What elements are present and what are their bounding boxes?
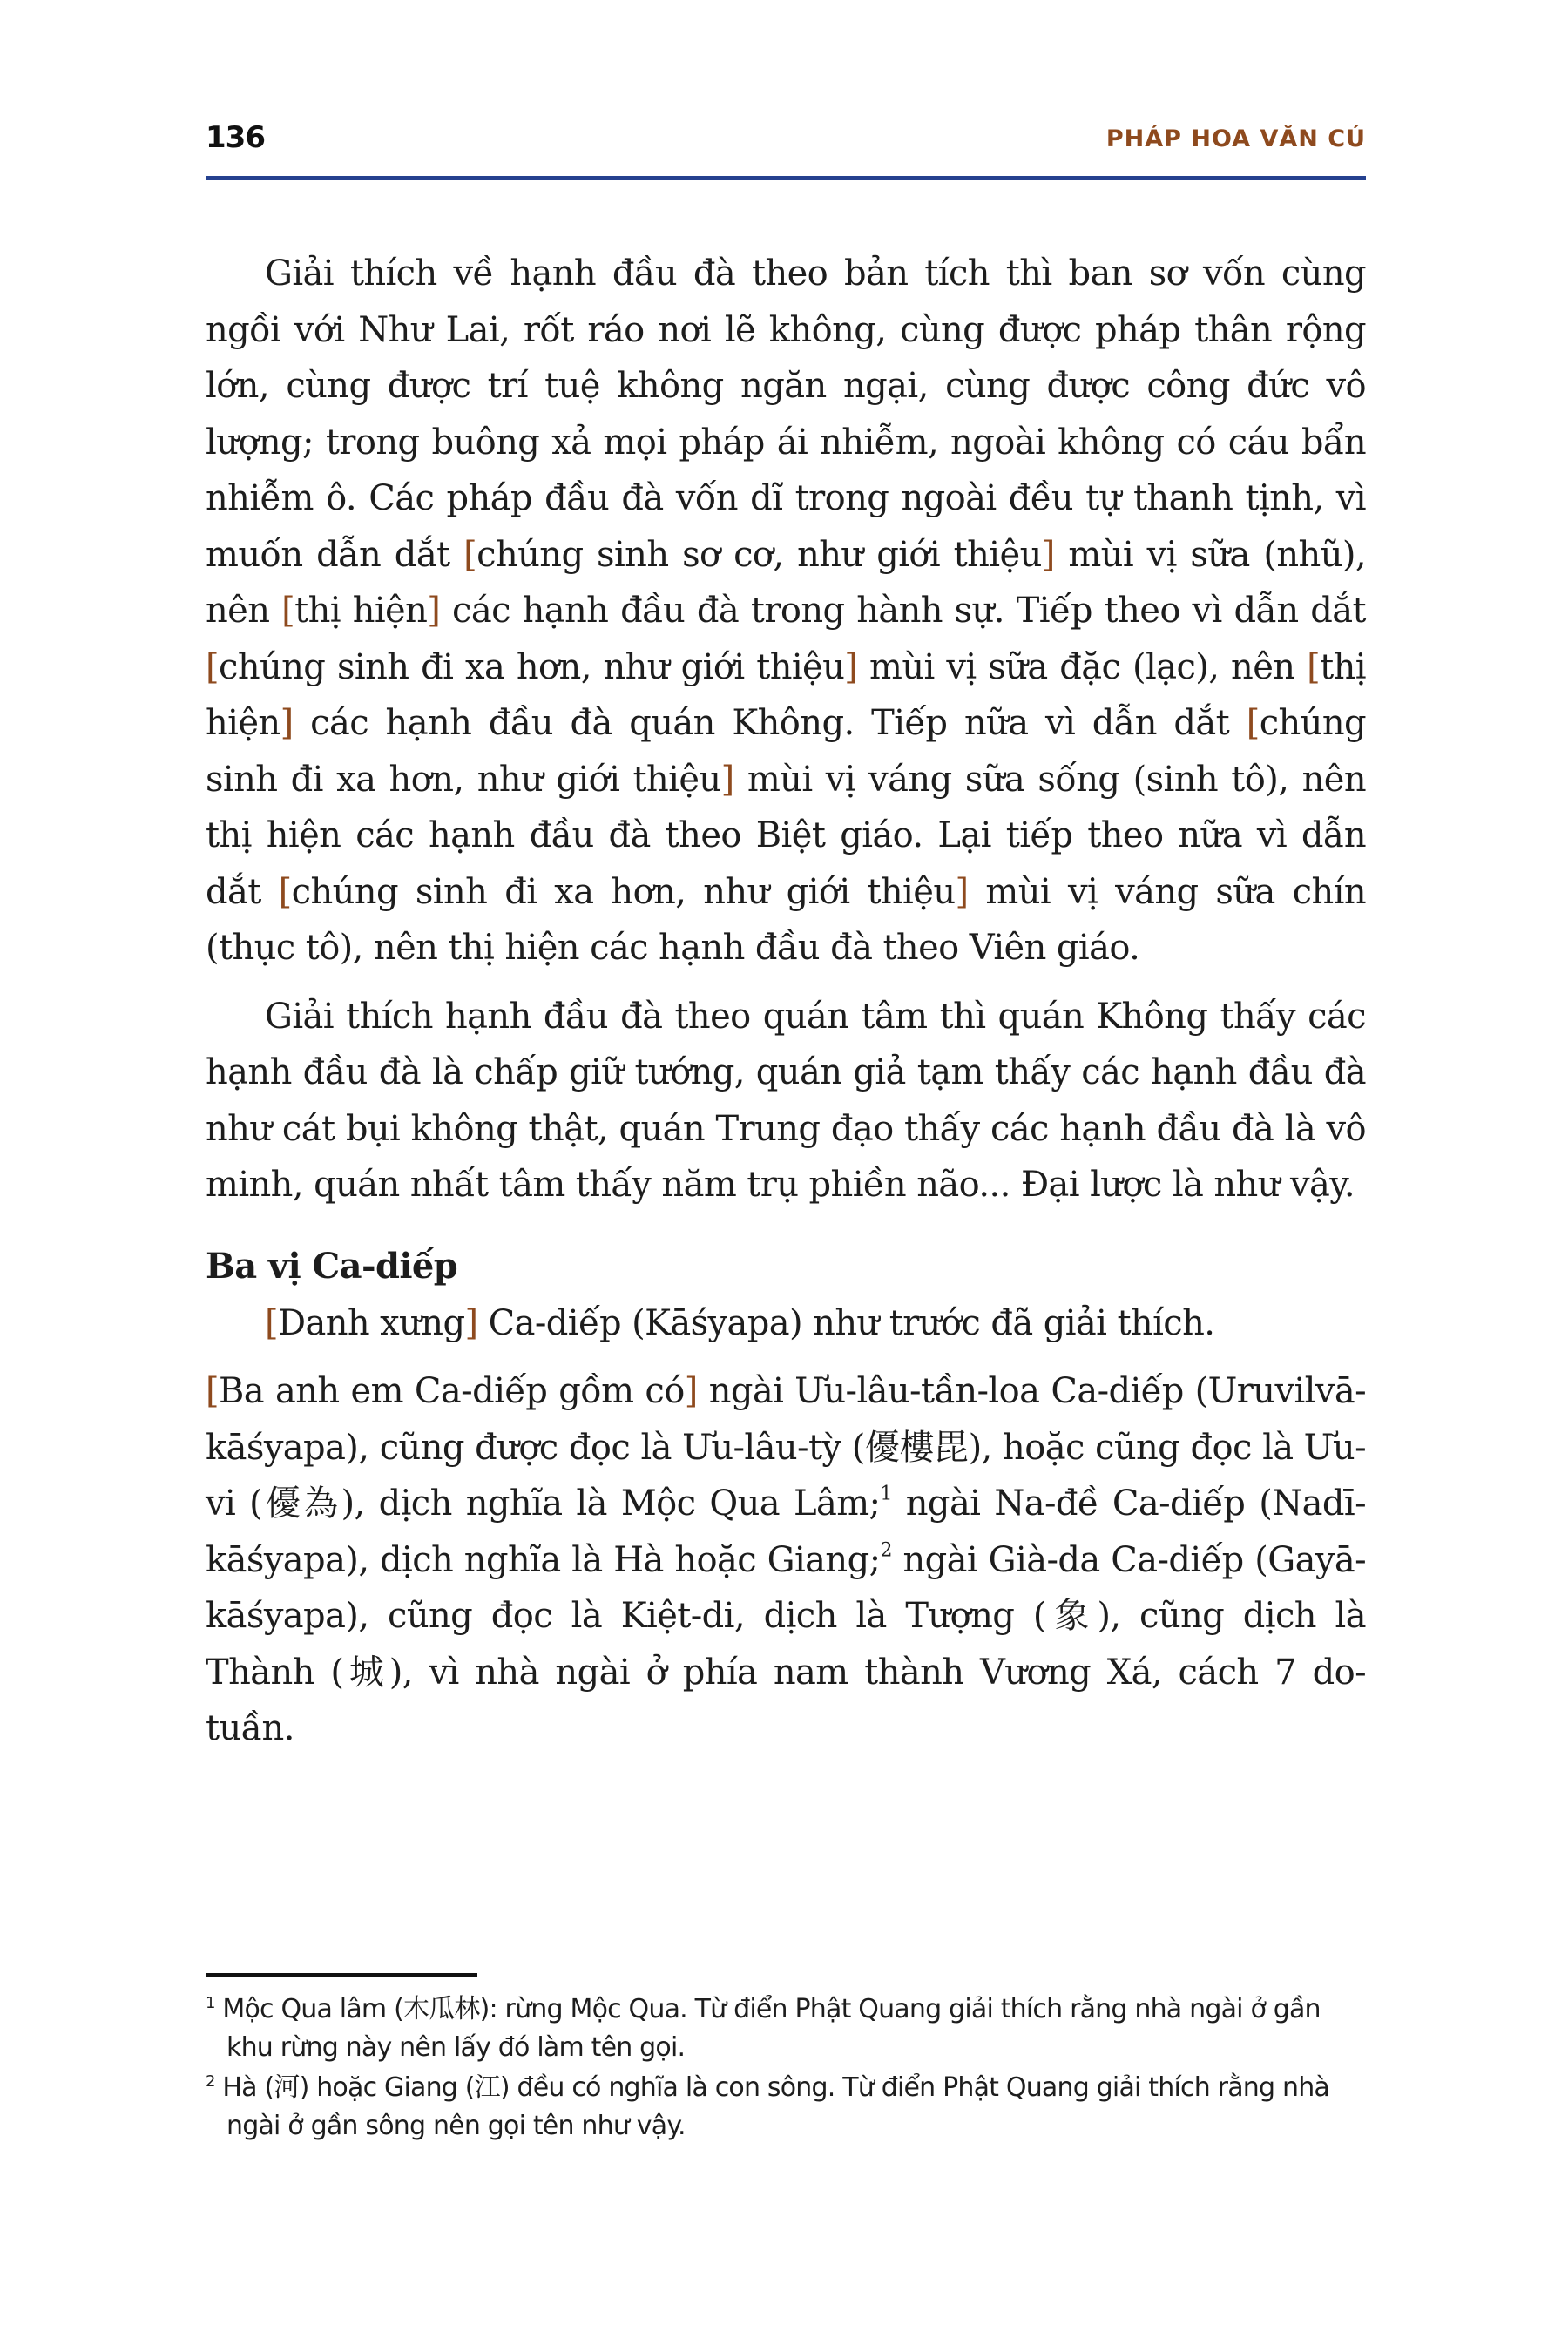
paragraph-text: chúng sinh đi xa hơn, như giới thiệu — [206, 703, 1366, 800]
footnote-text: Hà (河) hoặc Giang (江) đều có nghĩa là con sông. Từ điển Phật Quang giải thích rằng nhà ngài ở gần sông nên gọi tên như vậy. — [214, 2072, 1329, 2141]
paragraph-text: mùi vị sữa đặc (lạc), nên — [857, 646, 1308, 687]
editorial-bracket-open: [ — [278, 871, 292, 912]
footnote-mark: 1 — [206, 1994, 215, 2013]
paragraph-2 — [206, 989, 1366, 1213]
paragraph-text: thị hiện — [206, 646, 1366, 743]
editorial-bracket-close: ] — [427, 591, 441, 631]
bracketed-text: Ba anh em Ca-diếp gồm có — [219, 1371, 685, 1411]
paragraph-text: các hạnh đầu đà quán Không. Tiếp nữa vì dẫn dắt — [293, 703, 1247, 743]
running-header — [206, 120, 1366, 172]
editorial-bracket-close: ] — [280, 703, 294, 743]
footnote-1 — [206, 1990, 1366, 2067]
paragraph-text: ngài Na-đề Ca-diếp (Nadī-kāśyapa), dịch nghĩa là Hà hoặc Giang; — [206, 1484, 1366, 1580]
paragraph-text: chúng sinh đi xa hơn, như giới thiệu — [219, 646, 845, 687]
editorial-bracket-close: ] — [720, 759, 734, 800]
header-rule — [206, 176, 1366, 180]
footnotes — [206, 1990, 1366, 2147]
paragraph-text: Giải thích về hạnh đầu đà theo bản tích thì ban sơ vốn cùng ngồi với Như Lai, rốt ráo nơi lẽ không, cùng được pháp thân rộng lớn, cùng được trí tuệ không ngăn ngại, cùng được công đức vô lượng; trong buông xả mọi pháp ái nhiễm, ngoài không có cáu bẩn nhiễm ô. Các pháp đầu đà vốn dĩ trong ngoài đều tự thanh tịnh, vì muốn dẫn dắt — [206, 253, 1366, 575]
paragraph-text: mùi vị váng sữa chín (thục tô), nên thị hiện các hạnh đầu đà theo Viên giáo. — [206, 871, 1366, 968]
paragraph-text: ngài Ưu-lâu-tần-loa Ca-diếp (Uruvilvā-kāśyapa), cũng được đọc là Ưu-lâu-tỳ (優樓毘), hoặc cũng đọc là Ưu-vi (優為), dịch nghĩa là Mộc Qua Lâm; — [206, 1371, 1367, 1524]
paragraph-text: Ca-diếp (Kāśyapa) như trước đã giải thích. — [477, 1302, 1215, 1343]
bracketed-text: Danh xưng — [278, 1302, 465, 1343]
page-number: 136 — [206, 120, 265, 155]
section-paragraph-2 — [206, 1363, 1366, 1757]
paragraph-text: Giải thích hạnh đầu đà theo quán tâm thì quán Không thấy các hạnh đầu đà là chấp giữ tướng, quán giả tạm thấy các hạnh đầu đà như cát bụi không thật, quán Trung đạo thấy các hạnh đầu đà là vô minh, quán nhất tâm thấy năm trụ phiền não... Đại lược là như vậy. — [206, 996, 1366, 1205]
editorial-bracket-close: ] — [464, 1302, 478, 1343]
editorial-bracket-open: [ — [281, 591, 295, 631]
editorial-bracket-close: ] — [1041, 534, 1055, 575]
section-paragraph-1 — [206, 1295, 1366, 1352]
editorial-bracket-open: [ — [265, 1302, 279, 1343]
editorial-bracket-close: ] — [684, 1371, 698, 1411]
paragraph-text: chúng sinh sơ cơ, như giới thiệu — [476, 534, 1042, 575]
editorial-bracket-open: [ — [206, 646, 220, 687]
paragraph-text: các hạnh đầu đà trong hành sự. Tiếp theo vì dẫn dắt — [440, 591, 1366, 631]
footnote-ref-1[interactable]: 1 — [880, 1483, 892, 1505]
paragraph-text: mùi vị sữa (nhũ), nên — [206, 534, 1366, 631]
book-title: PHÁP HOA VĂN CÚ — [1105, 125, 1366, 152]
paragraph-text: mùi vị váng sữa sống (sinh tô), nên thị hiện các hạnh đầu đà theo Biệt giáo. Lại tiếp theo nữa vì dẫn dắt — [206, 759, 1366, 912]
paragraph-text: chúng sinh đi xa hơn, như giới thiệu — [291, 871, 956, 912]
editorial-bracket-open: [ — [1246, 703, 1260, 743]
paragraph-text: ngài Già-da Ca-diếp (Gayā-kāśyapa), cũng đọc là Kiệt-di, dịch là Tượng (象), cũng dịch là Thành (城), vì nhà ngài ở phía nam thành Vương Xá, cách 7 do-tuần. — [206, 1539, 1366, 1748]
footnote-mark: 2 — [206, 2072, 215, 2092]
footnote-ref-2[interactable]: 2 — [880, 1538, 892, 1561]
footnote-2 — [206, 2069, 1366, 2146]
footnote-separator — [206, 1973, 477, 1977]
paragraph-1 — [206, 246, 1366, 977]
section-heading: Ba vị Ca-diếp — [206, 1245, 458, 1287]
editorial-bracket-open: [ — [463, 534, 477, 575]
editorial-bracket-open: [ — [1307, 646, 1321, 687]
editorial-bracket-close: ] — [955, 871, 969, 912]
editorial-bracket-open: [ — [206, 1371, 220, 1411]
paragraph-text: thị hiện — [294, 591, 428, 631]
body-text — [206, 246, 1366, 1769]
editorial-bracket-close: ] — [844, 646, 858, 687]
footnote-text: Mộc Qua lâm (木瓜林): rừng Mộc Qua. Từ điển Phật Quang giải thích rằng nhà ngài ở gần khu rừng này nên lấy đó làm tên gọi. — [214, 1994, 1321, 2063]
